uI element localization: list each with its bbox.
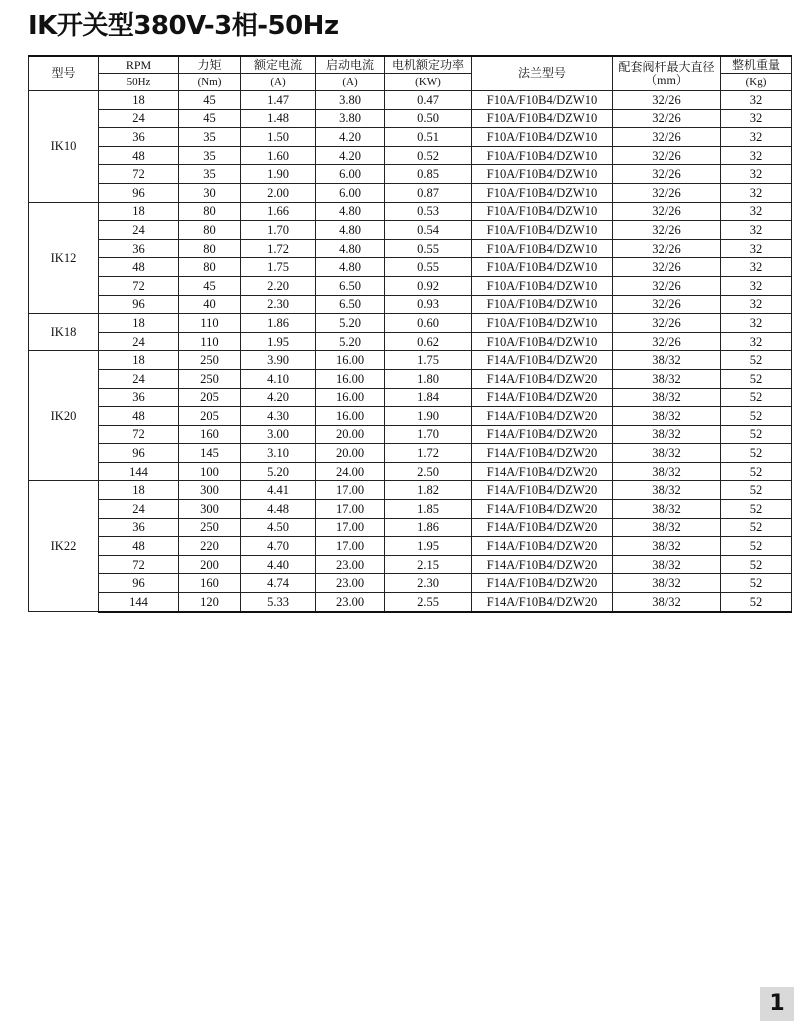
weight-cell: 52 bbox=[721, 369, 792, 388]
rated-current-cell: 1.95 bbox=[241, 332, 316, 351]
motor-power-cell: 1.84 bbox=[385, 388, 472, 407]
table-row bbox=[29, 481, 792, 500]
flange-cell: F14A/F10B4/DZW20 bbox=[472, 518, 613, 537]
table-row bbox=[29, 146, 792, 165]
rated-current-cell: 4.74 bbox=[241, 574, 316, 593]
stem-diameter-cell: 38/32 bbox=[613, 574, 721, 593]
torque-cell: 80 bbox=[179, 258, 241, 277]
rpm-cell: 24 bbox=[99, 109, 179, 128]
start-current-cell: 17.00 bbox=[316, 500, 385, 519]
start-current-cell: 24.00 bbox=[316, 462, 385, 481]
torque-cell: 40 bbox=[179, 295, 241, 314]
start-current-cell: 17.00 bbox=[316, 518, 385, 537]
stem-diameter-cell: 38/32 bbox=[613, 555, 721, 574]
rated-current-cell: 4.10 bbox=[241, 369, 316, 388]
rpm-cell: 96 bbox=[99, 444, 179, 463]
weight-cell: 32 bbox=[721, 295, 792, 314]
flange-cell: F10A/F10B4/DZW10 bbox=[472, 258, 613, 277]
weight-cell: 52 bbox=[721, 500, 792, 519]
flange-cell: F10A/F10B4/DZW10 bbox=[472, 146, 613, 165]
rpm-cell: 24 bbox=[99, 500, 179, 519]
weight-cell: 52 bbox=[721, 555, 792, 574]
stem-diameter-cell: 32/26 bbox=[613, 165, 721, 184]
rpm-cell: 24 bbox=[99, 369, 179, 388]
motor-power-cell: 1.86 bbox=[385, 518, 472, 537]
weight-cell: 32 bbox=[721, 239, 792, 258]
flange-cell: F14A/F10B4/DZW20 bbox=[472, 407, 613, 426]
rated-current-cell: 2.00 bbox=[241, 183, 316, 202]
motor-power-cell: 0.55 bbox=[385, 258, 472, 277]
header-motor-power-unit: (KW) bbox=[385, 74, 472, 91]
rated-current-cell: 5.20 bbox=[241, 462, 316, 481]
motor-power-cell: 0.85 bbox=[385, 165, 472, 184]
motor-power-cell: 2.30 bbox=[385, 574, 472, 593]
table-row bbox=[29, 574, 792, 593]
motor-power-cell: 2.15 bbox=[385, 555, 472, 574]
flange-cell: F10A/F10B4/DZW10 bbox=[472, 202, 613, 221]
torque-cell: 200 bbox=[179, 555, 241, 574]
model-cell: IK22 bbox=[29, 481, 99, 612]
motor-power-cell: 0.55 bbox=[385, 239, 472, 258]
weight-cell: 32 bbox=[721, 146, 792, 165]
rpm-cell: 24 bbox=[99, 221, 179, 240]
table-row bbox=[29, 258, 792, 277]
stem-diameter-cell: 32/26 bbox=[613, 202, 721, 221]
start-current-cell: 5.20 bbox=[316, 332, 385, 351]
torque-cell: 300 bbox=[179, 481, 241, 500]
motor-power-cell: 0.54 bbox=[385, 221, 472, 240]
start-current-cell: 17.00 bbox=[316, 537, 385, 556]
start-current-cell: 6.50 bbox=[316, 276, 385, 295]
rated-current-cell: 1.60 bbox=[241, 146, 316, 165]
flange-cell: F10A/F10B4/DZW10 bbox=[472, 165, 613, 184]
rated-current-cell: 1.72 bbox=[241, 239, 316, 258]
header-rated-current-unit: (A) bbox=[241, 74, 316, 91]
motor-power-cell: 1.80 bbox=[385, 369, 472, 388]
torque-cell: 250 bbox=[179, 518, 241, 537]
start-current-cell: 16.00 bbox=[316, 369, 385, 388]
torque-cell: 250 bbox=[179, 369, 241, 388]
weight-cell: 32 bbox=[721, 314, 792, 333]
start-current-cell: 4.80 bbox=[316, 258, 385, 277]
flange-cell: F14A/F10B4/DZW20 bbox=[472, 425, 613, 444]
stem-diameter-cell: 32/26 bbox=[613, 276, 721, 295]
table-row bbox=[29, 239, 792, 258]
flange-cell: F10A/F10B4/DZW10 bbox=[472, 314, 613, 333]
start-current-cell: 4.80 bbox=[316, 239, 385, 258]
rpm-cell: 18 bbox=[99, 314, 179, 333]
torque-cell: 300 bbox=[179, 500, 241, 519]
stem-diameter-cell: 38/32 bbox=[613, 369, 721, 388]
stem-diameter-cell: 38/32 bbox=[613, 537, 721, 556]
header-stem-diameter: 配套阀杆最大直径（mm） bbox=[613, 56, 721, 91]
motor-power-cell: 1.85 bbox=[385, 500, 472, 519]
start-current-cell: 6.00 bbox=[316, 165, 385, 184]
weight-cell: 32 bbox=[721, 202, 792, 221]
torque-cell: 35 bbox=[179, 146, 241, 165]
table-row bbox=[29, 407, 792, 426]
weight-cell: 32 bbox=[721, 258, 792, 277]
weight-cell: 52 bbox=[721, 481, 792, 500]
rpm-cell: 18 bbox=[99, 202, 179, 221]
rpm-cell: 72 bbox=[99, 425, 179, 444]
rpm-cell: 36 bbox=[99, 388, 179, 407]
table-row bbox=[29, 221, 792, 240]
weight-cell: 52 bbox=[721, 444, 792, 463]
rpm-cell: 36 bbox=[99, 239, 179, 258]
start-current-cell: 6.00 bbox=[316, 183, 385, 202]
stem-diameter-cell: 32/26 bbox=[613, 295, 721, 314]
flange-cell: F10A/F10B4/DZW10 bbox=[472, 109, 613, 128]
table-row bbox=[29, 276, 792, 295]
rated-current-cell: 4.41 bbox=[241, 481, 316, 500]
table-body bbox=[29, 91, 792, 612]
header-rpm: RPM bbox=[99, 56, 179, 74]
flange-cell: F14A/F10B4/DZW20 bbox=[472, 351, 613, 370]
weight-cell: 52 bbox=[721, 425, 792, 444]
flange-cell: F14A/F10B4/DZW20 bbox=[472, 555, 613, 574]
torque-cell: 205 bbox=[179, 388, 241, 407]
table-row bbox=[29, 425, 792, 444]
rpm-cell: 48 bbox=[99, 407, 179, 426]
table-row bbox=[29, 183, 792, 202]
rpm-cell: 18 bbox=[99, 351, 179, 370]
rated-current-cell: 1.90 bbox=[241, 165, 316, 184]
motor-power-cell: 0.60 bbox=[385, 314, 472, 333]
start-current-cell: 23.00 bbox=[316, 574, 385, 593]
flange-cell: F10A/F10B4/DZW10 bbox=[472, 295, 613, 314]
rated-current-cell: 1.48 bbox=[241, 109, 316, 128]
rated-current-cell: 4.48 bbox=[241, 500, 316, 519]
start-current-cell: 23.00 bbox=[316, 555, 385, 574]
start-current-cell: 17.00 bbox=[316, 481, 385, 500]
flange-cell: F14A/F10B4/DZW20 bbox=[472, 444, 613, 463]
header-motor-power: 电机额定功率 bbox=[385, 56, 472, 74]
torque-cell: 205 bbox=[179, 407, 241, 426]
stem-diameter-cell: 32/26 bbox=[613, 239, 721, 258]
motor-power-cell: 0.52 bbox=[385, 146, 472, 165]
table-row bbox=[29, 202, 792, 221]
start-current-cell: 20.00 bbox=[316, 444, 385, 463]
table-row bbox=[29, 555, 792, 574]
stem-diameter-cell: 32/26 bbox=[613, 221, 721, 240]
stem-diameter-cell: 32/26 bbox=[613, 128, 721, 147]
table-row bbox=[29, 351, 792, 370]
motor-power-cell: 0.47 bbox=[385, 91, 472, 110]
table-row bbox=[29, 537, 792, 556]
stem-diameter-cell: 38/32 bbox=[613, 388, 721, 407]
start-current-cell: 3.80 bbox=[316, 109, 385, 128]
torque-cell: 100 bbox=[179, 462, 241, 481]
torque-cell: 145 bbox=[179, 444, 241, 463]
header-rpm-sub: 50Hz bbox=[99, 74, 179, 91]
motor-power-cell: 0.53 bbox=[385, 202, 472, 221]
torque-cell: 220 bbox=[179, 537, 241, 556]
table-row bbox=[29, 369, 792, 388]
stem-diameter-cell: 38/32 bbox=[613, 407, 721, 426]
torque-cell: 110 bbox=[179, 314, 241, 333]
stem-diameter-cell: 32/26 bbox=[613, 314, 721, 333]
motor-power-cell: 2.55 bbox=[385, 593, 472, 612]
torque-cell: 45 bbox=[179, 276, 241, 295]
stem-diameter-cell: 38/32 bbox=[613, 351, 721, 370]
stem-diameter-cell: 32/26 bbox=[613, 91, 721, 110]
torque-cell: 80 bbox=[179, 202, 241, 221]
rpm-cell: 96 bbox=[99, 183, 179, 202]
rated-current-cell: 1.50 bbox=[241, 128, 316, 147]
spec-table bbox=[28, 55, 792, 613]
header-rated-current: 额定电流 bbox=[241, 56, 316, 74]
rpm-cell: 96 bbox=[99, 295, 179, 314]
motor-power-cell: 1.82 bbox=[385, 481, 472, 500]
weight-cell: 32 bbox=[721, 165, 792, 184]
start-current-cell: 20.00 bbox=[316, 425, 385, 444]
rpm-cell: 96 bbox=[99, 574, 179, 593]
torque-cell: 45 bbox=[179, 109, 241, 128]
header-weight: 整机重量 bbox=[721, 56, 792, 74]
start-current-cell: 16.00 bbox=[316, 388, 385, 407]
rated-current-cell: 4.70 bbox=[241, 537, 316, 556]
table-row bbox=[29, 444, 792, 463]
weight-cell: 52 bbox=[721, 537, 792, 556]
torque-cell: 80 bbox=[179, 221, 241, 240]
stem-diameter-cell: 32/26 bbox=[613, 332, 721, 351]
motor-power-cell: 0.50 bbox=[385, 109, 472, 128]
motor-power-cell: 0.93 bbox=[385, 295, 472, 314]
stem-diameter-cell: 32/26 bbox=[613, 109, 721, 128]
rpm-cell: 144 bbox=[99, 593, 179, 612]
torque-cell: 30 bbox=[179, 183, 241, 202]
rated-current-cell: 1.47 bbox=[241, 91, 316, 110]
start-current-cell: 6.50 bbox=[316, 295, 385, 314]
table-row bbox=[29, 332, 792, 351]
header-torque-unit: (Nm) bbox=[179, 74, 241, 91]
table-row bbox=[29, 109, 792, 128]
rated-current-cell: 2.20 bbox=[241, 276, 316, 295]
table-row bbox=[29, 388, 792, 407]
header-torque: 力矩 bbox=[179, 56, 241, 74]
flange-cell: F10A/F10B4/DZW10 bbox=[472, 239, 613, 258]
rpm-cell: 48 bbox=[99, 537, 179, 556]
weight-cell: 32 bbox=[721, 221, 792, 240]
page-number: 1 bbox=[760, 987, 794, 1021]
stem-diameter-cell: 32/26 bbox=[613, 183, 721, 202]
stem-diameter-cell: 38/32 bbox=[613, 444, 721, 463]
flange-cell: F10A/F10B4/DZW10 bbox=[472, 332, 613, 351]
rated-current-cell: 1.66 bbox=[241, 202, 316, 221]
motor-power-cell: 0.87 bbox=[385, 183, 472, 202]
motor-power-cell: 1.90 bbox=[385, 407, 472, 426]
stem-diameter-cell: 38/32 bbox=[613, 425, 721, 444]
header-flange: 法兰型号 bbox=[472, 56, 613, 91]
motor-power-cell: 0.92 bbox=[385, 276, 472, 295]
rated-current-cell: 1.75 bbox=[241, 258, 316, 277]
table-row bbox=[29, 593, 792, 612]
header-start-current-unit: (A) bbox=[316, 74, 385, 91]
rpm-cell: 24 bbox=[99, 332, 179, 351]
rated-current-cell: 4.50 bbox=[241, 518, 316, 537]
motor-power-cell: 1.95 bbox=[385, 537, 472, 556]
torque-cell: 45 bbox=[179, 91, 241, 110]
flange-cell: F14A/F10B4/DZW20 bbox=[472, 500, 613, 519]
weight-cell: 32 bbox=[721, 109, 792, 128]
page-title: IK开关型380V-3相-50Hz bbox=[28, 11, 339, 41]
flange-cell: F14A/F10B4/DZW20 bbox=[472, 537, 613, 556]
weight-cell: 52 bbox=[721, 407, 792, 426]
motor-power-cell: 0.51 bbox=[385, 128, 472, 147]
rpm-cell: 18 bbox=[99, 481, 179, 500]
start-current-cell: 5.20 bbox=[316, 314, 385, 333]
weight-cell: 32 bbox=[721, 332, 792, 351]
flange-cell: F14A/F10B4/DZW20 bbox=[472, 462, 613, 481]
flange-cell: F14A/F10B4/DZW20 bbox=[472, 481, 613, 500]
rated-current-cell: 2.30 bbox=[241, 295, 316, 314]
stem-diameter-cell: 32/26 bbox=[613, 258, 721, 277]
stem-diameter-cell: 38/32 bbox=[613, 593, 721, 612]
rated-current-cell: 4.20 bbox=[241, 388, 316, 407]
model-cell: IK12 bbox=[29, 202, 99, 314]
start-current-cell: 4.20 bbox=[316, 146, 385, 165]
weight-cell: 52 bbox=[721, 462, 792, 481]
start-current-cell: 16.00 bbox=[316, 351, 385, 370]
table-row bbox=[29, 295, 792, 314]
torque-cell: 110 bbox=[179, 332, 241, 351]
torque-cell: 120 bbox=[179, 593, 241, 612]
rated-current-cell: 3.00 bbox=[241, 425, 316, 444]
start-current-cell: 4.80 bbox=[316, 202, 385, 221]
flange-cell: F14A/F10B4/DZW20 bbox=[472, 369, 613, 388]
flange-cell: F10A/F10B4/DZW10 bbox=[472, 183, 613, 202]
rpm-cell: 144 bbox=[99, 462, 179, 481]
torque-cell: 160 bbox=[179, 574, 241, 593]
rated-current-cell: 3.10 bbox=[241, 444, 316, 463]
header-model: 型号 bbox=[29, 56, 99, 91]
table-row bbox=[29, 128, 792, 147]
table-header bbox=[29, 56, 792, 91]
torque-cell: 80 bbox=[179, 239, 241, 258]
rated-current-cell: 1.70 bbox=[241, 221, 316, 240]
rpm-cell: 48 bbox=[99, 146, 179, 165]
model-cell: IK20 bbox=[29, 351, 99, 481]
table-row bbox=[29, 462, 792, 481]
flange-cell: F10A/F10B4/DZW10 bbox=[472, 128, 613, 147]
start-current-cell: 23.00 bbox=[316, 593, 385, 612]
motor-power-cell: 1.70 bbox=[385, 425, 472, 444]
start-current-cell: 4.80 bbox=[316, 221, 385, 240]
weight-cell: 52 bbox=[721, 593, 792, 612]
rpm-cell: 72 bbox=[99, 555, 179, 574]
weight-cell: 32 bbox=[721, 128, 792, 147]
rpm-cell: 72 bbox=[99, 165, 179, 184]
flange-cell: F10A/F10B4/DZW10 bbox=[472, 221, 613, 240]
header-weight-unit: (Kg) bbox=[721, 74, 792, 91]
flange-cell: F10A/F10B4/DZW10 bbox=[472, 276, 613, 295]
stem-diameter-cell: 38/32 bbox=[613, 518, 721, 537]
rpm-cell: 36 bbox=[99, 518, 179, 537]
weight-cell: 52 bbox=[721, 351, 792, 370]
rpm-cell: 36 bbox=[99, 128, 179, 147]
flange-cell: F14A/F10B4/DZW20 bbox=[472, 388, 613, 407]
model-cell: IK18 bbox=[29, 314, 99, 351]
flange-cell: F10A/F10B4/DZW10 bbox=[472, 91, 613, 110]
stem-diameter-cell: 38/32 bbox=[613, 481, 721, 500]
start-current-cell: 4.20 bbox=[316, 128, 385, 147]
model-cell: IK10 bbox=[29, 91, 99, 203]
weight-cell: 32 bbox=[721, 183, 792, 202]
weight-cell: 52 bbox=[721, 518, 792, 537]
table-row bbox=[29, 165, 792, 184]
start-current-cell: 3.80 bbox=[316, 91, 385, 110]
rated-current-cell: 5.33 bbox=[241, 593, 316, 612]
weight-cell: 32 bbox=[721, 276, 792, 295]
weight-cell: 32 bbox=[721, 91, 792, 110]
stem-diameter-cell: 32/26 bbox=[613, 146, 721, 165]
torque-cell: 160 bbox=[179, 425, 241, 444]
stem-diameter-cell: 38/32 bbox=[613, 462, 721, 481]
stem-diameter-cell: 38/32 bbox=[613, 500, 721, 519]
motor-power-cell: 1.75 bbox=[385, 351, 472, 370]
rpm-cell: 48 bbox=[99, 258, 179, 277]
table-row bbox=[29, 518, 792, 537]
motor-power-cell: 2.50 bbox=[385, 462, 472, 481]
motor-power-cell: 1.72 bbox=[385, 444, 472, 463]
weight-cell: 52 bbox=[721, 388, 792, 407]
table-row bbox=[29, 500, 792, 519]
rated-current-cell: 3.90 bbox=[241, 351, 316, 370]
torque-cell: 250 bbox=[179, 351, 241, 370]
weight-cell: 52 bbox=[721, 574, 792, 593]
torque-cell: 35 bbox=[179, 165, 241, 184]
torque-cell: 35 bbox=[179, 128, 241, 147]
rated-current-cell: 4.30 bbox=[241, 407, 316, 426]
motor-power-cell: 0.62 bbox=[385, 332, 472, 351]
rpm-cell: 72 bbox=[99, 276, 179, 295]
flange-cell: F14A/F10B4/DZW20 bbox=[472, 574, 613, 593]
table-row bbox=[29, 314, 792, 333]
start-current-cell: 16.00 bbox=[316, 407, 385, 426]
table-row bbox=[29, 91, 792, 110]
rated-current-cell: 1.86 bbox=[241, 314, 316, 333]
flange-cell: F14A/F10B4/DZW20 bbox=[472, 593, 613, 612]
header-start-current: 启动电流 bbox=[316, 56, 385, 74]
rpm-cell: 18 bbox=[99, 91, 179, 110]
rated-current-cell: 4.40 bbox=[241, 555, 316, 574]
